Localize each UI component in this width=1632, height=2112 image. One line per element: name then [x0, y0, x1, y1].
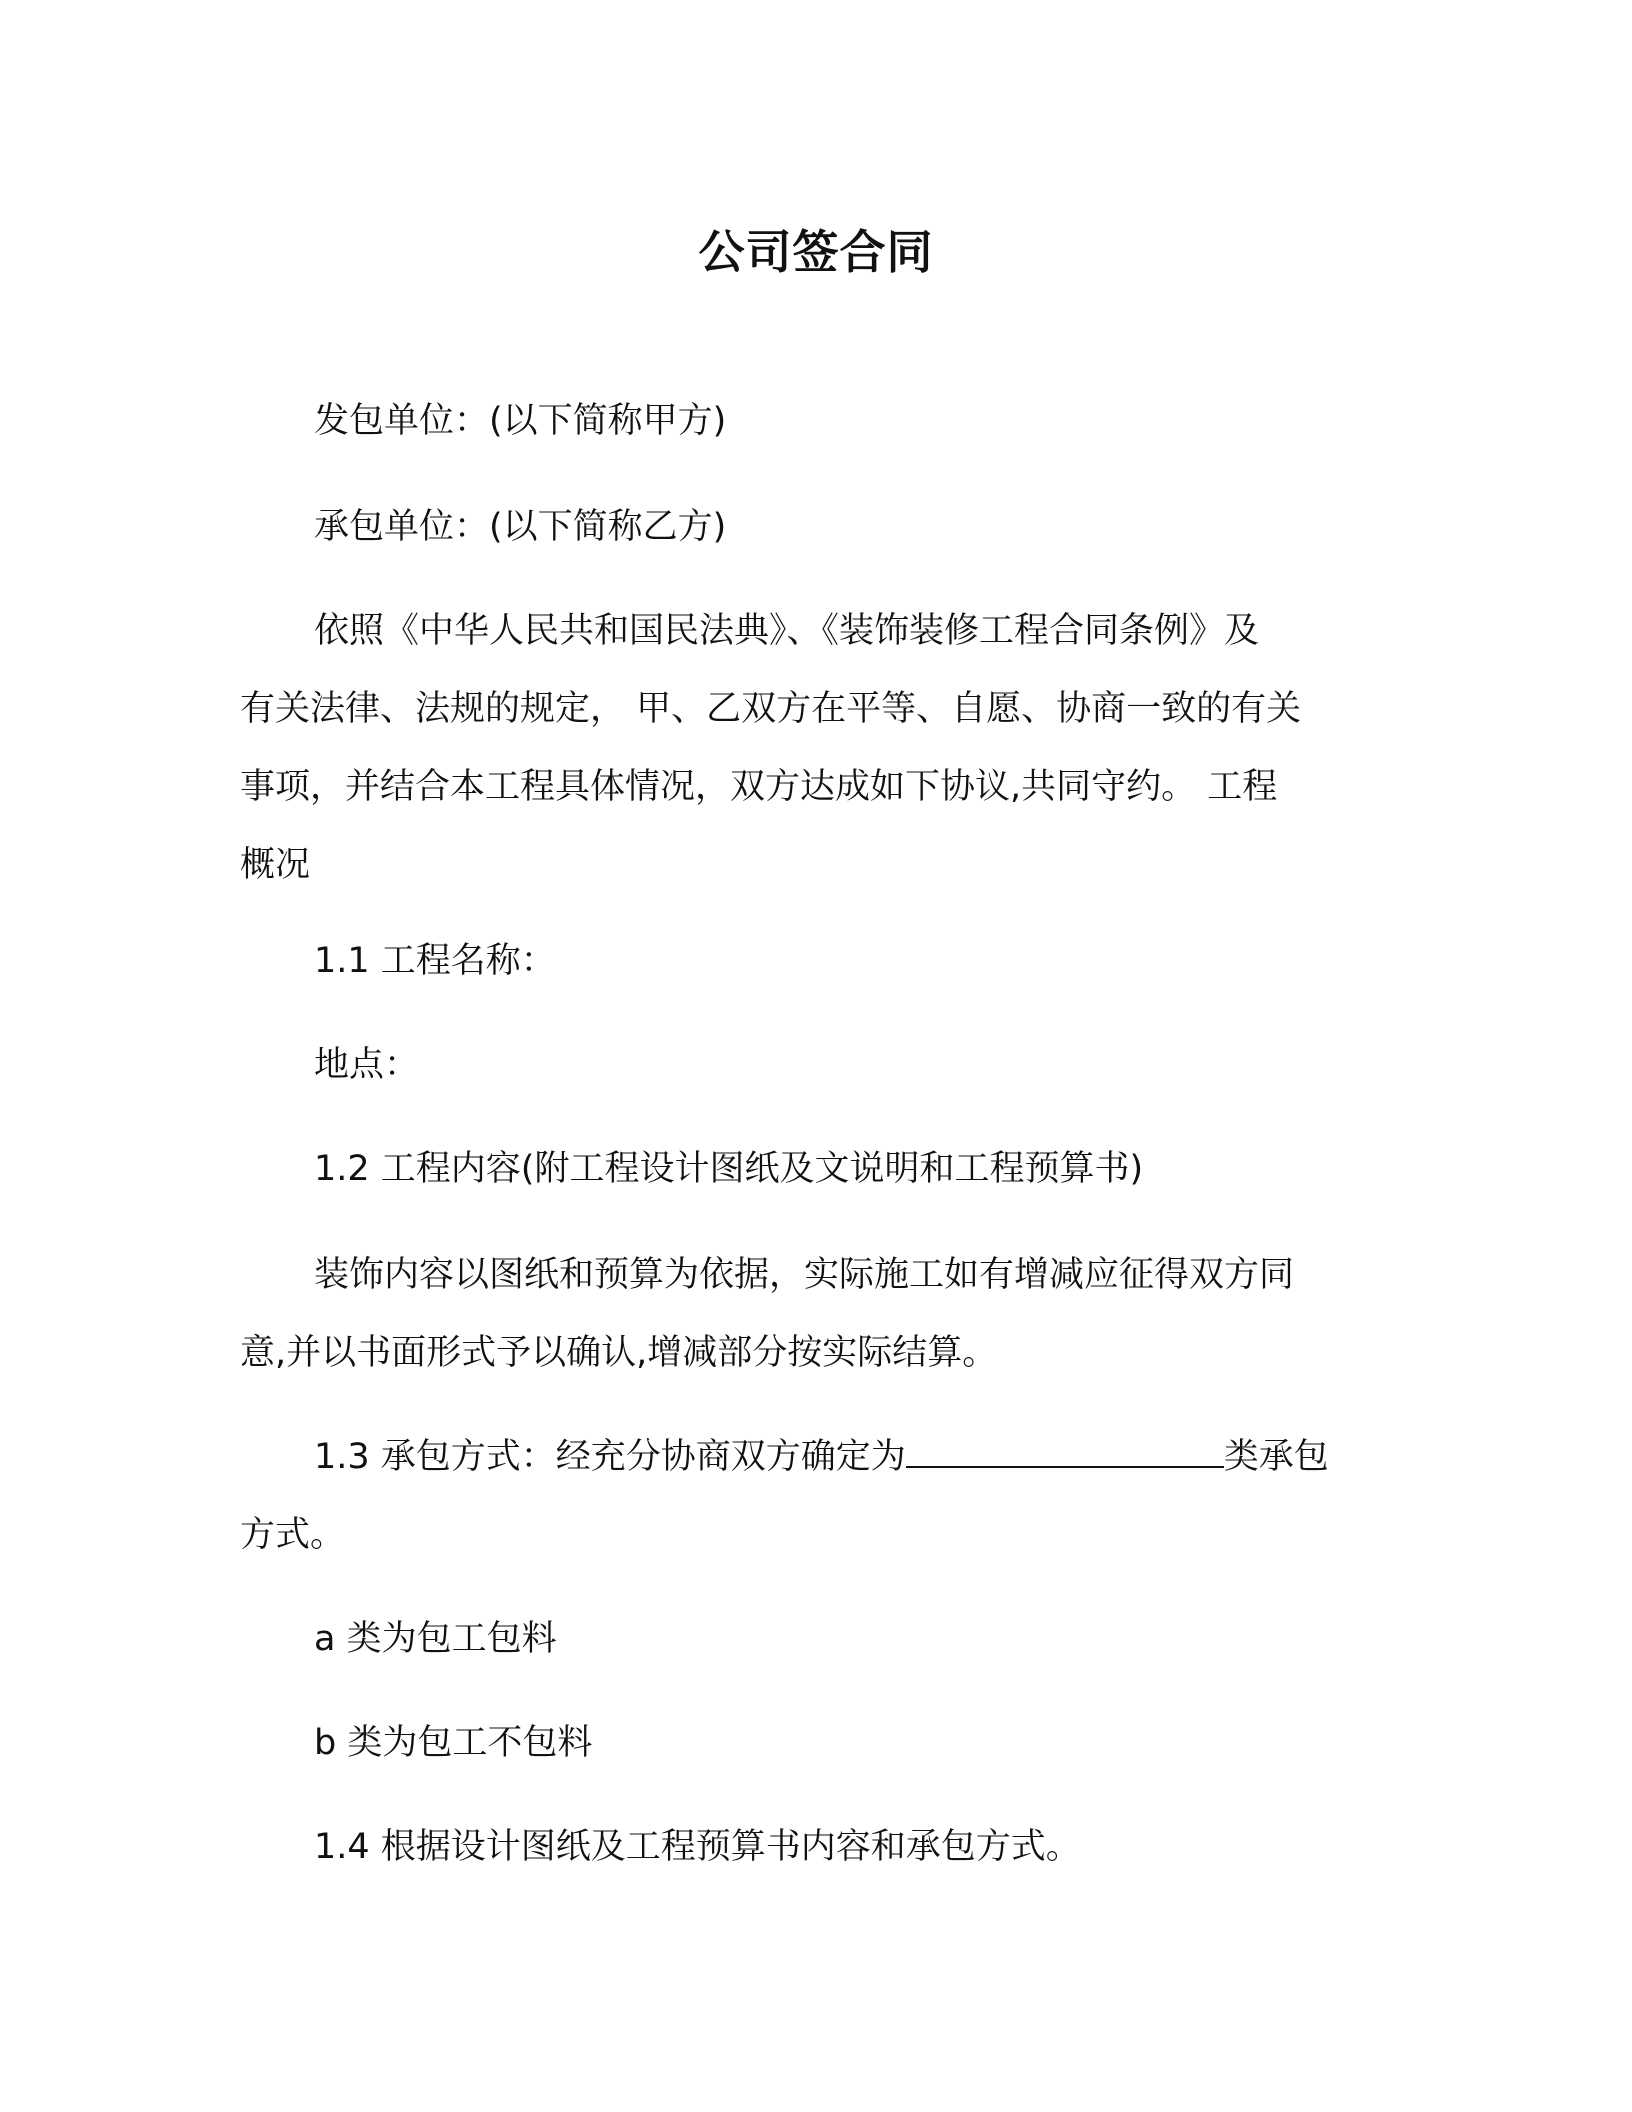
paragraph-project-name: [240, 922, 1370, 1000]
text-line: 方式。: [240, 1515, 346, 1555]
fill-in-blank: [906, 1436, 1224, 1468]
text-line: [240, 1418, 1370, 1496]
text-line: a 类为包工包料: [314, 1619, 557, 1659]
text-line: 装饰内容以图纸和预算为依据，实际施工如有增减应征得双方同: [314, 1255, 1295, 1295]
paragraph-legal-basis: [240, 592, 1370, 904]
paragraph-location: [240, 1026, 1370, 1104]
document-title: 公司签合同: [698, 225, 934, 279]
paragraph-contractor-employer: [240, 382, 1370, 460]
text-line: 依照《中华人民共和国民法典》、《装饰装修工程合同条例》及: [314, 611, 1260, 651]
text-line: 事项，并结合本工程具体情况，双方达成如下协议,共同守约。 工程: [240, 767, 1278, 807]
text-line: 发包单位：(以下简称甲方): [314, 401, 727, 441]
paragraph-type-a: [240, 1600, 1370, 1678]
text-line: 意,并以书面形式予以确认,增减部分按实际结算。: [240, 1333, 998, 1373]
text-line: 承包单位：(以下简称乙方): [314, 507, 727, 547]
paragraph-project-content: [240, 1130, 1370, 1208]
text-line: 有关法律、法规的规定， 甲、乙双方在平等、自愿、协商一致的有关: [240, 689, 1302, 729]
paragraph-basis-scope: [240, 1808, 1370, 1886]
text-line: b 类为包工不包料: [314, 1723, 593, 1763]
paragraph-contractor-contractee: [240, 488, 1370, 566]
paragraph-contract-method: [240, 1418, 1370, 1574]
paragraph-decoration-content: [240, 1236, 1370, 1392]
text-segment: 类承包: [1223, 1437, 1329, 1477]
text-line: 概况: [240, 845, 311, 885]
paragraph-type-b: [240, 1704, 1370, 1782]
text-segment: 1.3 承包方式：经充分协商双方确定为: [314, 1437, 906, 1477]
text-line: 1.1 工程名称：: [314, 941, 556, 981]
text-line: 1.4 根据设计图纸及工程预算书内容和承包方式。: [314, 1827, 1081, 1867]
text-line: 地点：: [314, 1045, 420, 1085]
text-line: 1.2 工程内容(附工程设计图纸及文说明和工程预算书): [314, 1149, 1144, 1189]
